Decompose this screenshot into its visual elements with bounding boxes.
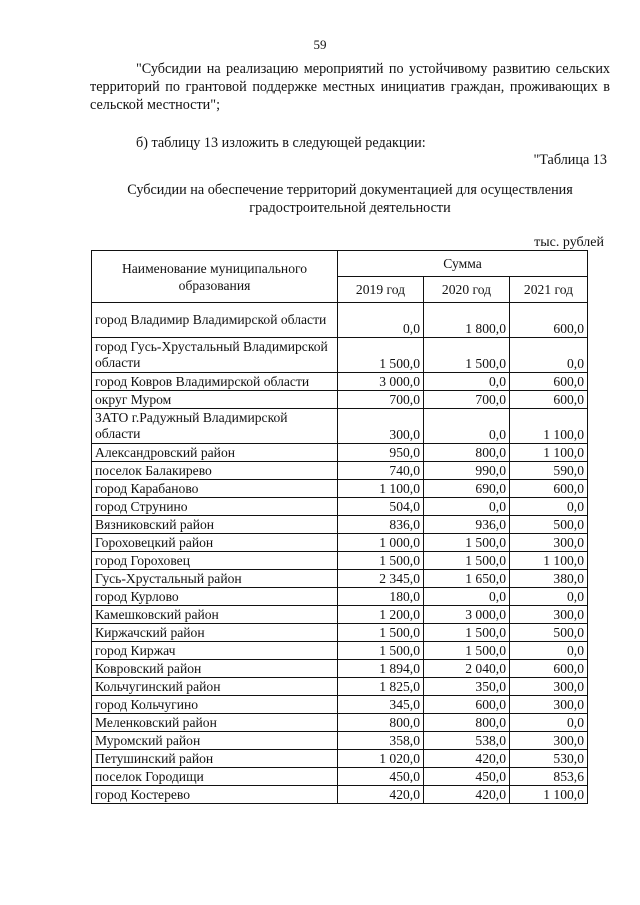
table-row: [92, 624, 588, 642]
row-value-2021: 300,0: [510, 534, 588, 552]
table-label: "Таблица 13: [533, 152, 607, 168]
table-row: [92, 338, 588, 373]
units-label: тыс. рублей: [534, 235, 604, 250]
row-value-2021: 530,0: [510, 750, 588, 768]
row-value-2020: 0,0: [424, 588, 510, 606]
row-value-2019: 180,0: [338, 588, 424, 606]
row-name: город Гороховец: [92, 552, 338, 570]
row-value-2019: 358,0: [338, 732, 424, 750]
row-value-2021: 1 100,0: [510, 786, 588, 804]
row-name: ЗАТО г.Радужный Владимирской области: [92, 409, 338, 444]
subsidies-table: [91, 250, 588, 804]
page-number: 59: [313, 37, 327, 52]
row-value-2019: 1 894,0: [338, 660, 424, 678]
row-value-2020: 0,0: [424, 373, 510, 391]
item-b-text: б) таблицу 13 изложить в следующей редакции:: [136, 135, 426, 151]
row-value-2019: 1 500,0: [338, 624, 424, 642]
header-2020: 2020 год: [424, 277, 510, 303]
row-value-2021: 600,0: [510, 660, 588, 678]
row-value-2020: 420,0: [424, 750, 510, 768]
row-value-2019: 450,0: [338, 768, 424, 786]
header-sum: Сумма: [338, 251, 588, 277]
row-value-2021: 600,0: [510, 373, 588, 391]
row-value-2020: 690,0: [424, 480, 510, 498]
row-value-2019: 950,0: [338, 444, 424, 462]
row-value-2021: 1 100,0: [510, 444, 588, 462]
row-value-2019: 1 100,0: [338, 480, 424, 498]
row-value-2021: 300,0: [510, 606, 588, 624]
row-value-2019: 504,0: [338, 498, 424, 516]
row-value-2020: 1 500,0: [424, 338, 510, 373]
table-title: Субсидии на обеспечение территорий документацией для осуществления градостроительной деятельности: [127, 182, 573, 216]
row-value-2021: 600,0: [510, 391, 588, 409]
table-row: [92, 786, 588, 804]
row-value-2020: 990,0: [424, 462, 510, 480]
row-value-2020: 1 650,0: [424, 570, 510, 588]
row-name: город Ковров Владимирской области: [92, 373, 338, 391]
row-name: поселок Городищи: [92, 768, 338, 786]
row-name: Меленковский район: [92, 714, 338, 732]
row-name: город Гусь-Хрустальный Владимирской области: [92, 338, 338, 373]
row-name: город Киржач: [92, 642, 338, 660]
row-value-2019: 800,0: [338, 714, 424, 732]
row-value-2020: 1 500,0: [424, 534, 510, 552]
row-value-2020: 1 500,0: [424, 642, 510, 660]
row-value-2019: 3 000,0: [338, 373, 424, 391]
table-row: [92, 714, 588, 732]
row-value-2020: 600,0: [424, 696, 510, 714]
table-row: [92, 516, 588, 534]
table-row: [92, 660, 588, 678]
row-value-2020: 0,0: [424, 498, 510, 516]
table-row: [92, 606, 588, 624]
row-value-2021: 0,0: [510, 588, 588, 606]
table-body: [92, 303, 588, 804]
table-row: [92, 480, 588, 498]
row-value-2021: 590,0: [510, 462, 588, 480]
row-value-2020: 0,0: [424, 409, 510, 444]
row-value-2021: 500,0: [510, 624, 588, 642]
row-value-2020: 800,0: [424, 714, 510, 732]
row-value-2021: 0,0: [510, 714, 588, 732]
row-name: Кольчугинский район: [92, 678, 338, 696]
row-value-2019: 1 200,0: [338, 606, 424, 624]
row-value-2020: 538,0: [424, 732, 510, 750]
row-value-2019: 420,0: [338, 786, 424, 804]
row-value-2021: 380,0: [510, 570, 588, 588]
row-value-2020: 1 500,0: [424, 624, 510, 642]
row-value-2019: 1 000,0: [338, 534, 424, 552]
row-value-2019: 1 500,0: [338, 552, 424, 570]
row-value-2019: 836,0: [338, 516, 424, 534]
header-2021: 2021 год: [510, 277, 588, 303]
table-row: [92, 391, 588, 409]
row-value-2019: 1 500,0: [338, 338, 424, 373]
row-value-2019: 1 500,0: [338, 642, 424, 660]
row-name: Киржачский район: [92, 624, 338, 642]
row-name: город Костерево: [92, 786, 338, 804]
row-value-2019: 300,0: [338, 409, 424, 444]
row-name: Вязниковский район: [92, 516, 338, 534]
quote-paragraph: "Субсидии на реализацию мероприятий по устойчивому развитию сельских территорий по грантовой поддержке местных инициатив граждан, проживающих в сельской местности";: [90, 61, 610, 113]
row-name: город Струнино: [92, 498, 338, 516]
row-name: округ Муром: [92, 391, 338, 409]
table-row: [92, 696, 588, 714]
row-name: город Владимир Владимирской области: [92, 303, 338, 338]
row-value-2021: 1 100,0: [510, 409, 588, 444]
row-value-2020: 420,0: [424, 786, 510, 804]
header-name: Наименование муниципального образования: [92, 251, 338, 303]
row-value-2021: 0,0: [510, 642, 588, 660]
row-value-2020: 2 040,0: [424, 660, 510, 678]
row-value-2020: 1 500,0: [424, 552, 510, 570]
row-name: Петушинский район: [92, 750, 338, 768]
table-row: [92, 570, 588, 588]
table-row: [92, 588, 588, 606]
row-name: поселок Балакирево: [92, 462, 338, 480]
row-name: Ковровский район: [92, 660, 338, 678]
row-value-2020: 350,0: [424, 678, 510, 696]
table-row: [92, 462, 588, 480]
row-name: Гусь-Хрустальный район: [92, 570, 338, 588]
table-row: [92, 409, 588, 444]
table-row: [92, 303, 588, 338]
row-value-2020: 936,0: [424, 516, 510, 534]
row-value-2021: 300,0: [510, 696, 588, 714]
row-value-2021: 600,0: [510, 480, 588, 498]
row-value-2021: 600,0: [510, 303, 588, 338]
row-value-2019: 700,0: [338, 391, 424, 409]
row-value-2019: 740,0: [338, 462, 424, 480]
row-value-2019: 2 345,0: [338, 570, 424, 588]
row-value-2020: 700,0: [424, 391, 510, 409]
row-value-2021: 0,0: [510, 338, 588, 373]
table-row: [92, 642, 588, 660]
row-value-2021: 1 100,0: [510, 552, 588, 570]
row-value-2019: 1 020,0: [338, 750, 424, 768]
table-row: [92, 534, 588, 552]
table-row: [92, 444, 588, 462]
table-row: [92, 768, 588, 786]
row-value-2020: 800,0: [424, 444, 510, 462]
table-row: [92, 373, 588, 391]
row-value-2021: 853,6: [510, 768, 588, 786]
row-value-2019: 0,0: [338, 303, 424, 338]
table-row: [92, 732, 588, 750]
row-value-2021: 300,0: [510, 732, 588, 750]
row-value-2020: 1 800,0: [424, 303, 510, 338]
table-row: [92, 750, 588, 768]
row-name: Камешковский район: [92, 606, 338, 624]
row-name: город Кольчугино: [92, 696, 338, 714]
row-value-2020: 3 000,0: [424, 606, 510, 624]
row-value-2021: 500,0: [510, 516, 588, 534]
row-value-2020: 450,0: [424, 768, 510, 786]
row-name: город Карабаново: [92, 480, 338, 498]
header-2019: 2019 год: [338, 277, 424, 303]
table-row: [92, 552, 588, 570]
table-row: [92, 678, 588, 696]
table-row: [92, 498, 588, 516]
row-name: город Курлово: [92, 588, 338, 606]
row-value-2019: 345,0: [338, 696, 424, 714]
row-name: Муромский район: [92, 732, 338, 750]
row-value-2021: 0,0: [510, 498, 588, 516]
row-value-2019: 1 825,0: [338, 678, 424, 696]
row-name: Гороховецкий район: [92, 534, 338, 552]
row-value-2021: 300,0: [510, 678, 588, 696]
row-name: Александровский район: [92, 444, 338, 462]
